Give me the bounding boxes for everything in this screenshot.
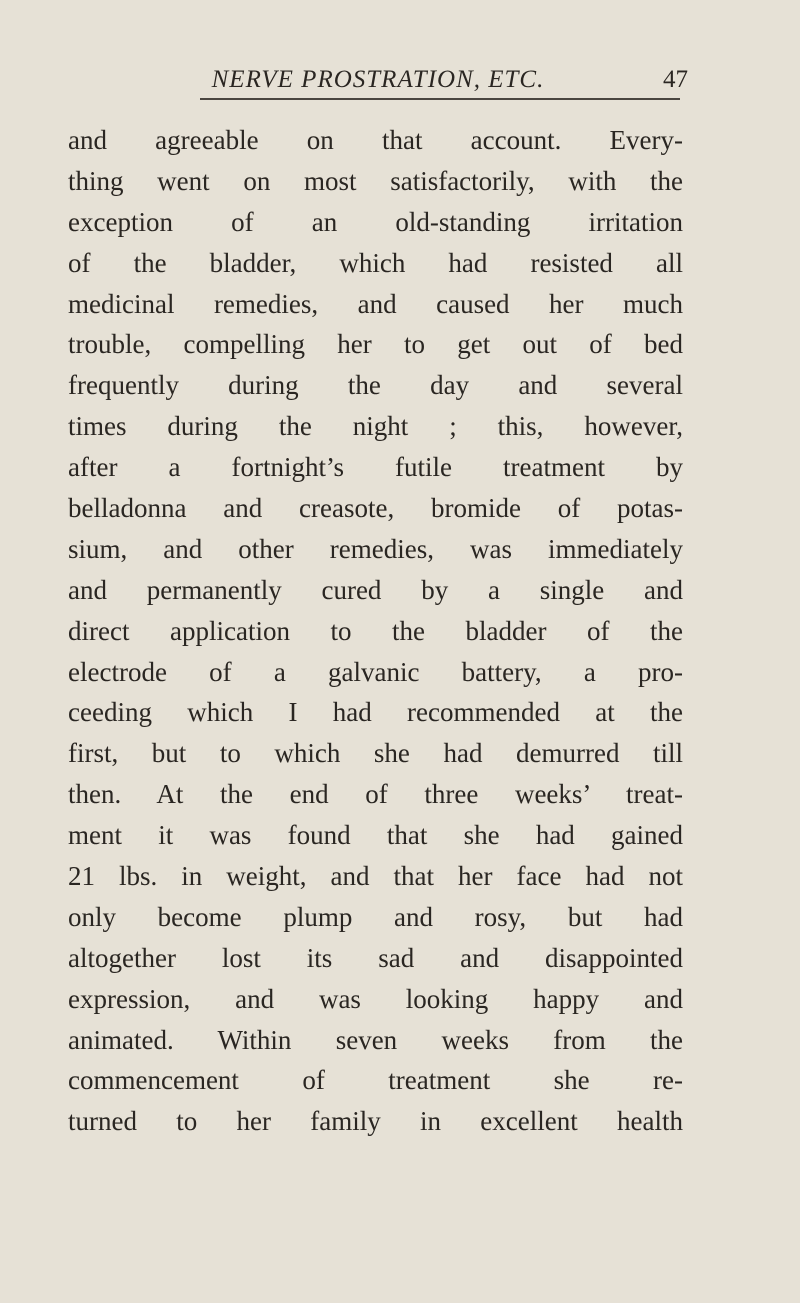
text-line: expression, and was looking happy and (68, 983, 683, 1014)
text-line: trouble, compelling her to get out of bed (68, 329, 683, 360)
body-text (68, 120, 683, 1142)
text-line: frequently during the day and several (68, 370, 683, 401)
text-line: first, but to which she had demurred till (68, 738, 683, 769)
running-head (68, 66, 688, 96)
text-line: and agreeable on that account. Every- (68, 125, 683, 155)
text-line: ceeding which I had recommended at the (68, 697, 683, 728)
text-line: commencement of treatment she re- (68, 1065, 683, 1096)
text-line: turned to her family in excellent health (68, 1106, 683, 1137)
text-line: sium, and other remedies, was immediately (68, 533, 683, 564)
text-line: of the bladder, which had resisted all (68, 247, 683, 278)
text-line: medicinal remedies, and caused her much (68, 288, 683, 319)
text-line: belladonna and creasote, bromide of potas- (68, 493, 683, 524)
text-line: electrode of a galvanic battery, a pro- (68, 656, 683, 687)
text-line: exception of an old-standing irritation (68, 206, 683, 237)
text-line: thing went on most satisfactorily, with the (68, 165, 683, 196)
running-title: NERVE PROSTRATION, ETC. (211, 66, 545, 93)
text-line: and permanently cured by a single and (68, 574, 683, 605)
text-line: only become plump and rosy, but had (68, 901, 683, 932)
text-line: direct application to the bladder of the (68, 615, 683, 646)
header-rule (200, 98, 680, 100)
text-line: 21 lbs. in weight, and that her face had not (68, 861, 683, 892)
text-line: ment it was found that she had gained (68, 820, 683, 851)
page-number: 47 (663, 66, 688, 93)
text-line: animated. Within seven weeks from the (68, 1024, 683, 1055)
text-line: after a fortnight’s futile treatment by (68, 452, 683, 483)
text-line: altogether lost its sad and disappointed (68, 942, 683, 973)
text-line: times during the night ; this, however, (68, 411, 683, 442)
text-line: then. At the end of three weeks’ treat- (68, 779, 683, 810)
